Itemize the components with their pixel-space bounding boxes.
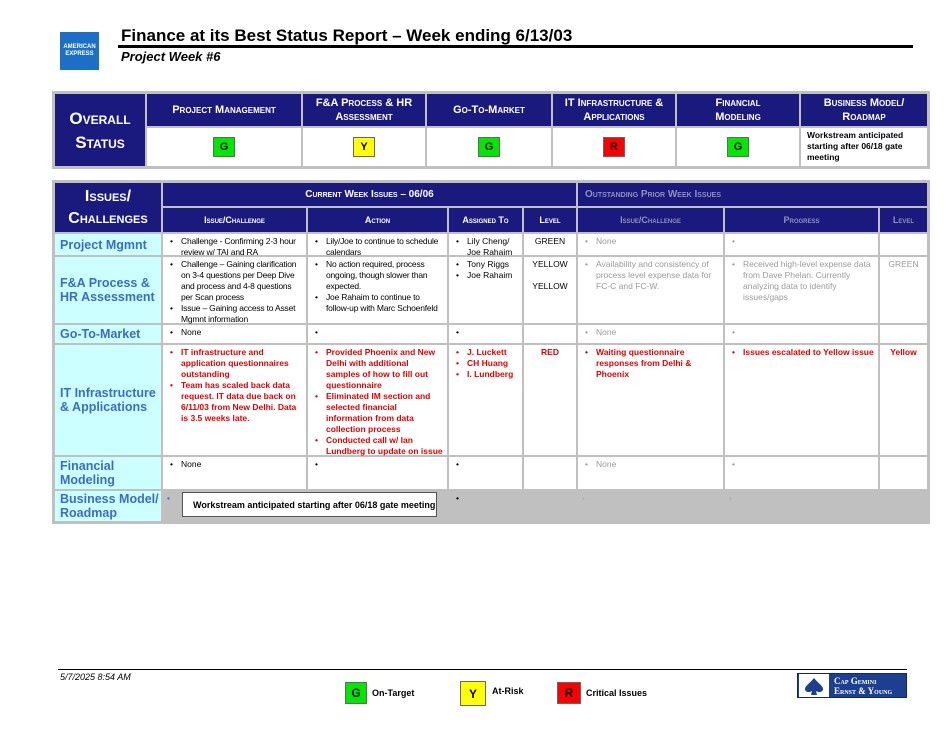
amex-logo (60, 32, 99, 70)
legend-green-label: On-Target (372, 688, 415, 698)
level-cell (524, 491, 576, 521)
prior-level-cell (880, 457, 927, 489)
level-value: YELLOW (532, 281, 568, 291)
status-header-it-infra: IT Infrastructure & Applications (553, 94, 675, 126)
list-item: • Joe Rahaim (467, 270, 518, 281)
list-item: • Lily/Joe to continue to schedule calendars (326, 236, 443, 258)
legend-red-label: Critical Issues (586, 688, 648, 698)
assigned-cell (449, 325, 522, 343)
action-cell (308, 234, 447, 255)
list-item: • Waiting questionnaire responses from Delhi & Phoenix (596, 347, 719, 380)
status-header-fa-process: F&A Process & HR Assessment (303, 94, 425, 126)
list-item: • Challenge - Confirming 2-3 hour review w/ TAI and RA (181, 236, 302, 258)
current-week-header: Current Week Issues – 06/06 (163, 183, 576, 206)
col-header-level: Level (524, 208, 576, 232)
assigned-cell (449, 457, 522, 489)
bullet-icon: • (729, 493, 732, 503)
assigned-cell (449, 345, 522, 455)
business-model-note: Workstream anticipated starting after 06/18 gate meeting (182, 492, 437, 517)
status-cell-project-mgmt (147, 128, 301, 166)
status-header-financial-modeling: Financial Modeling (677, 94, 799, 126)
list-item: • None (181, 327, 302, 338)
col-header-prior-issue: Issue/Challenge (578, 208, 723, 232)
legend-yellow-badge: Y (460, 681, 486, 706)
progress-cell (725, 457, 878, 489)
prior-level-cell (880, 491, 927, 521)
list-item: • Conducted call w/ Ian Lundberg to update on issue (326, 435, 443, 479)
prior-level-cell (880, 325, 927, 343)
cap-gemini-logo (797, 673, 907, 698)
list-item: • Provided Phoenix and New Delhi with additional samples of how to fill out questionnaire (326, 347, 443, 391)
progress-cell (725, 325, 878, 343)
issues-label-line1: Issues/ (84, 188, 132, 205)
status-cell-it-infra (553, 128, 675, 166)
prior-issue-cell (578, 234, 723, 255)
list-item: • None (181, 459, 302, 470)
prior-issue-cell (578, 491, 723, 521)
brand-line1: Cap Gemini (834, 675, 877, 686)
level-cell: GREEN (524, 234, 576, 255)
status-badge: G (727, 137, 749, 157)
status-cell-fa-process (303, 128, 425, 166)
action-cell (308, 325, 447, 343)
list-item: • No action required, process ongoing, though slower than expected. (326, 259, 443, 292)
status-cell-financial-modeling (677, 128, 799, 166)
issue-cell (163, 234, 306, 255)
level-value: YELLOW (532, 259, 568, 269)
list-item: • J. Luckett (467, 347, 518, 358)
overall-status-label (55, 94, 145, 166)
list-item: • Tony Riggs (467, 259, 518, 270)
level-cell (524, 325, 576, 343)
list-item: • I. Lundberg (467, 369, 518, 380)
level-cell (524, 457, 576, 489)
issues-label-line2: Challenges (68, 210, 148, 227)
status-header-project-mgmt: Project Management (147, 94, 301, 126)
prior-level-cell (880, 234, 927, 255)
list-item: • Received high-level expense data from Dave Phelan. Currently analyzing data to identify issues/gaps (743, 259, 874, 303)
col-header-progress: Progress (725, 208, 878, 232)
legend-red-badge: R (557, 682, 581, 704)
col-header-prior-level: Level (880, 208, 927, 232)
footer-divider (58, 669, 907, 670)
action-cell (308, 345, 447, 455)
action-cell (308, 257, 447, 323)
overall-label-line2: Status (75, 133, 125, 152)
progress-cell (725, 234, 878, 255)
prior-level-cell: GREEN (880, 257, 927, 323)
prior-issue-cell (578, 345, 723, 455)
prior-level-cell: Yellow (880, 345, 927, 455)
status-badge: R (603, 137, 625, 157)
cap-gemini-text (834, 676, 892, 696)
progress-cell (725, 257, 878, 323)
list-item: • Eliminated IM section and selected financial information from data collection process (326, 391, 443, 435)
status-badge: G (213, 137, 235, 157)
prior-week-header: Outstanding Prior Week Issues (578, 183, 927, 206)
list-item: • None (596, 327, 719, 338)
list-item: • Challenge – Gaining clarification on 3-4 questions per Deep Dive and process and 4-8 questions per Scan process (181, 259, 302, 303)
amex-logo-text: AMERICAN EXPRESS (63, 44, 96, 57)
prior-issue-cell (578, 457, 723, 489)
col-header-assigned: Assigned To (449, 208, 522, 232)
row-label-go-to-market: Go-To-Market (55, 325, 161, 343)
status-header-go-to-market: Go-To-Market (427, 94, 551, 126)
status-badge: G (478, 137, 500, 157)
row-label-fa-process: F&A Process & HR Assessment (55, 257, 161, 323)
list-item: • Issues escalated to Yellow issue (743, 347, 874, 358)
status-badge: Y (353, 137, 375, 157)
brand-line2: Ernst & Young (834, 685, 893, 696)
bullet-icon: • (167, 493, 170, 503)
progress-cell (725, 491, 878, 521)
assigned-cell (449, 257, 522, 323)
list-item: • Team has scaled back data request. IT data due back on 6/11/03 from New Delhi. Data is 3.5 weeks late. (181, 380, 302, 424)
level-cell: RED (524, 345, 576, 455)
col-header-action: Action (308, 208, 447, 232)
list-item: • None (596, 236, 719, 247)
list-item: • None (596, 459, 719, 470)
level-cell (524, 257, 576, 323)
assigned-cell (449, 234, 522, 255)
row-label-it-infra: IT Infrastructure & Applications (55, 345, 161, 455)
print-date: 5/7/2025 8:54 AM (60, 672, 131, 682)
status-cell-go-to-market (427, 128, 551, 166)
report-title: Finance at its Best Status Report – Week ending 6/13/03 (121, 26, 573, 45)
list-item: • Availability and consistency of process level expense data for FC-C and FC-W. (596, 259, 719, 292)
issues-label (55, 183, 161, 232)
list-item: • IT infrastructure and application questionnaires outstanding (181, 347, 302, 380)
overall-label-line1: Overall (69, 109, 131, 128)
prior-issue-cell (578, 257, 723, 323)
prior-issue-cell (578, 325, 723, 343)
list-item: • CH Huang (467, 358, 518, 369)
assigned-cell (449, 491, 522, 521)
legend-yellow-label: At-Risk (492, 686, 524, 696)
progress-cell (725, 345, 878, 455)
spade-icon (799, 674, 829, 697)
status-cell-business-model: Workstream anticipated starting after 06/18 gate meeting (801, 128, 927, 166)
list-item: • Joe Rahaim to continue to follow-up with Marc Schoenfeld (326, 292, 443, 314)
issue-cell (163, 345, 306, 455)
list-item: • Issue – Gaining access to Asset Mgmnt information (181, 303, 302, 325)
row-label-business-model: Business Model/ Roadmap (55, 491, 161, 521)
status-header-business-model: Business Model/ Roadmap (801, 94, 927, 126)
issue-cell (163, 325, 306, 343)
issue-cell (163, 457, 306, 489)
report-subtitle: Project Week #6 (121, 49, 221, 64)
list-item: • Lily Cheng/ Joe Rahaim (467, 236, 518, 258)
legend-green-badge: G (345, 682, 367, 704)
bullet-icon: • (582, 493, 585, 503)
row-label-financial-modeling: Financial Modeling (55, 457, 161, 489)
col-header-issue: Issue/Challenge (163, 208, 306, 232)
issue-cell (163, 257, 306, 323)
action-cell (308, 457, 447, 489)
title-divider (118, 45, 913, 48)
row-label-project-mgmt: Project Mgmnt (55, 234, 161, 255)
